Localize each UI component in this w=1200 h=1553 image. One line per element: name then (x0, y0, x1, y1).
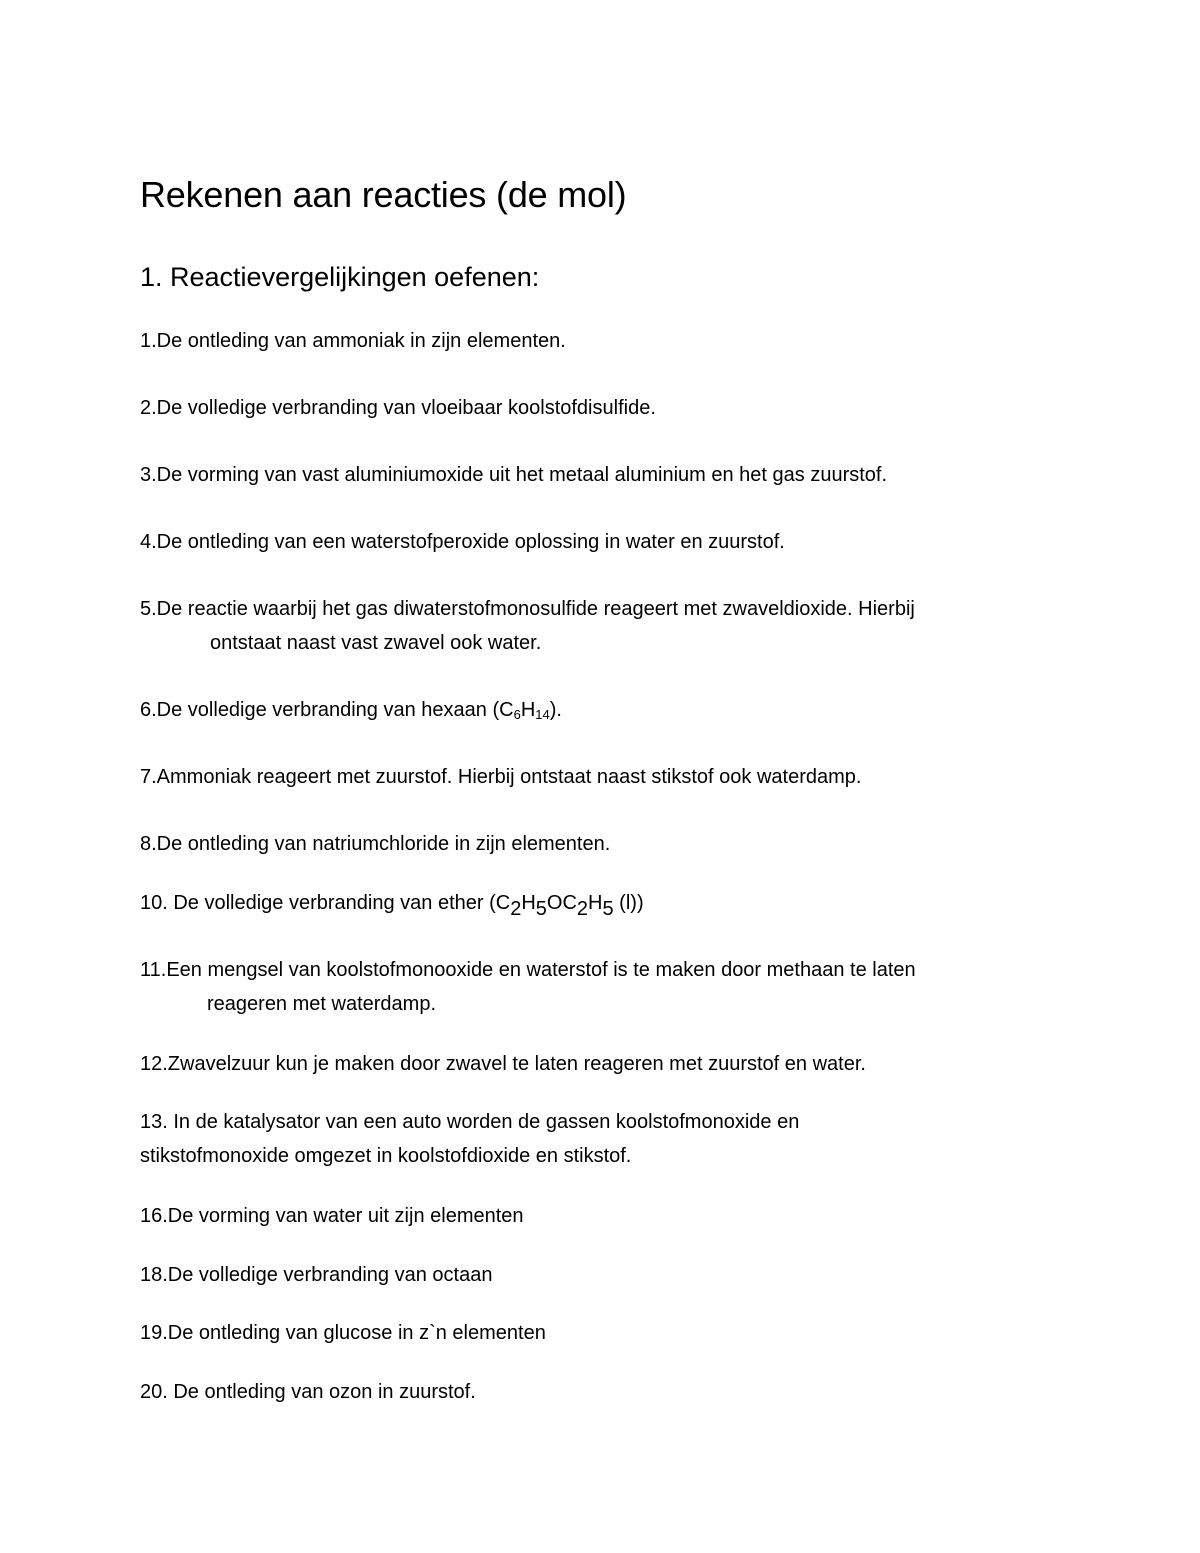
exercise-20: 20. De ontleding van ozon in zuurstof. (140, 1381, 476, 1403)
exercise-19: 19.De ontleding van glucose in z`n elementen (140, 1322, 546, 1344)
page-title: Rekenen aan reacties (de mol) (140, 174, 627, 215)
exercise-12: 12.Zwavelzuur kun je maken door zwavel te laten reageren met zuurstof en water. (140, 1053, 866, 1075)
exercise-7: 7.Ammoniak reageert met zuurstof. Hierbij ontstaat naast stikstof ook waterdamp. (140, 766, 862, 788)
exercise-3: 3.De vorming van vast aluminiumoxide uit het metaal aluminium en het gas zuurstof. (140, 464, 888, 486)
exercise-2: 2.De volledige verbranding van vloeibaar koolstofdisulfide. (140, 397, 656, 419)
exercise-5: 5.De reactie waarbij het gas diwaterstofmonosulfide reageert met zwaveldioxide. Hierbij ontstaat naast vast zwavel ook water. (140, 592, 1070, 660)
exercise-8: 8.De ontleding van natriumchloride in zijn elementen. (140, 833, 611, 855)
exercise-4: 4.De ontleding van een waterstofperoxide oplossing in water en zuurstof. (140, 531, 785, 553)
exercise-16: 16.De vorming van water uit zijn elementen (140, 1205, 524, 1227)
exercise-13: 13. In de katalysator van een auto worden de gassen koolstofmonoxide en stikstofmonoxide omgezet in koolstofdioxide en stikstof. (140, 1111, 800, 1167)
exercise-11: 11.Een mengsel van koolstofmonooxide en waterstof is te maken door methaan te laten reageren met waterdamp. (140, 953, 1070, 1021)
exercise-11-continuation: reageren met waterdamp. (207, 993, 437, 1015)
section-heading: 1. Reactievergelijkingen oefenen: (140, 262, 540, 292)
exercise-6: 6.De volledige verbranding van hexaan $(C_6H_{14})$. (140, 699, 562, 722)
exercise-10: 10. De volledige verbranding van ether ($C_2H_5OC_2H_5$ (l)) (140, 892, 644, 920)
exercise-1: 1.De ontleding van ammoniak in zijn elementen. (140, 330, 566, 352)
exercise-5-continuation: ontstaat naast vast zwavel ook water. (210, 632, 542, 654)
exercise-18: 18.De volledige verbranding van octaan (140, 1264, 493, 1286)
